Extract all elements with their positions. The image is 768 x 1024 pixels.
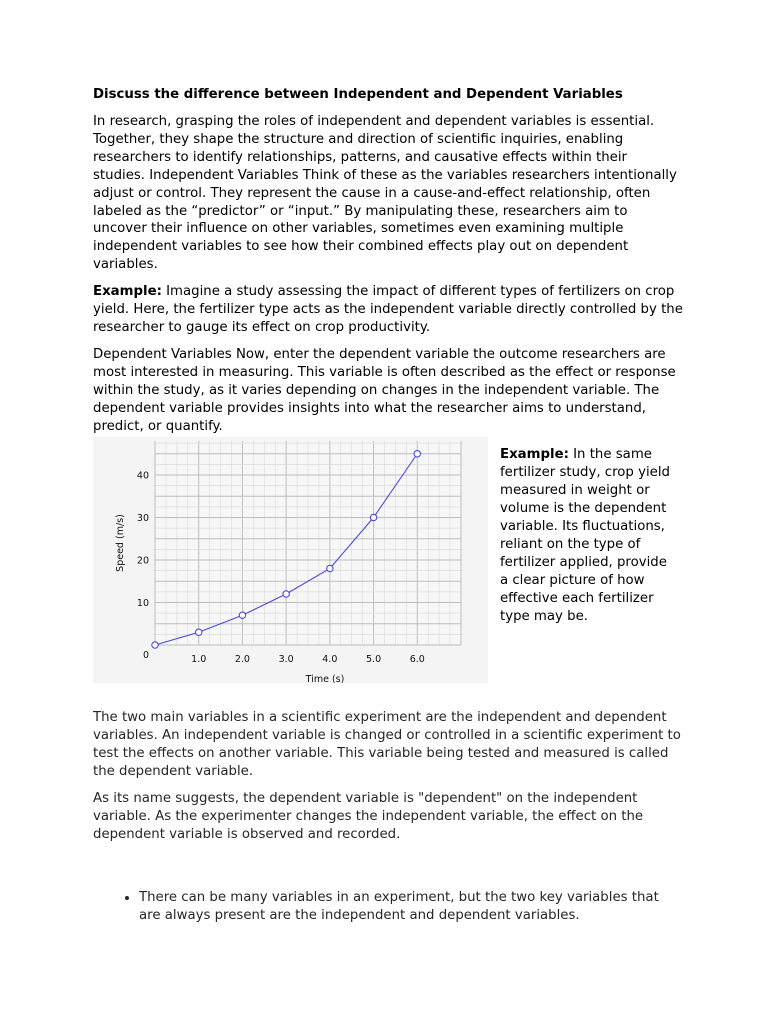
y-tick-label: 10 <box>136 598 149 610</box>
data-point <box>414 451 420 457</box>
page-title: Discuss the difference between Independent and Dependent Variables <box>93 87 623 102</box>
bullet-list <box>93 889 683 925</box>
example-paragraph-2 <box>500 446 678 625</box>
bullet-item: • There can be many variables in an experiment, but the two key variables that are always present are the independent and dependent variables. <box>139 889 683 925</box>
example-label: Example: <box>93 284 162 300</box>
x-tick-label: 5.0 <box>366 654 382 666</box>
example-paragraph-1 <box>93 283 683 337</box>
example-text: In the same fertilizer study, crop yield measured in weight or volume is the dependent variable. Its fluctuations, reliant on the type of fertilizer applied, provide a clear picture of how effective each fertilizer type may be. <box>500 447 670 624</box>
x-tick-label: 3.0 <box>278 654 294 666</box>
x-tick-label: 1.0 <box>191 654 207 666</box>
document-page <box>93 86 683 925</box>
origin-label: 0 <box>142 650 149 662</box>
y-tick-label: 40 <box>136 470 149 482</box>
y-tick-label: 20 <box>136 555 149 567</box>
example-label: Example: <box>500 447 569 463</box>
data-point <box>239 612 245 618</box>
example-text: Imagine a study assessing the impact of different types of fertilizers on crop yield. Here, the fertilizer type acts as the independent variable directly controlled by the researcher to gauge its effect on crop productivity. <box>93 284 683 335</box>
x-axis-label: Time (s) <box>305 674 345 684</box>
speed-time-chart <box>93 437 488 683</box>
main-variables-paragraph: The two main variables in a scientific experiment are the independent and dependent variables. An independent variable is changed or controlled in a scientific experiment to test the effects on another variable. This variable being tested and measured is called the dependent variable. <box>93 710 681 780</box>
x-tick-label: 6.0 <box>409 654 425 666</box>
x-tick-label: 2.0 <box>234 654 250 666</box>
y-axis-label: Speed (m/s) <box>115 514 126 573</box>
y-tick-label: 30 <box>136 513 149 525</box>
data-point <box>196 629 202 635</box>
dependent-paragraph: Dependent Variables Now, enter the dependent variable the outcome researchers are most interested in measuring. This variable is often described as the effect or response within the study, as it varies depending on changes in the independent variable. The dependent variable provides insights into what the researcher aims to understand, predict, or quantify. <box>93 346 676 434</box>
dependent-name-paragraph: As its name suggests, the dependent variable is "dependent" on the independent variable. As the experimenter changes the independent variable, the effect on the dependent variable is observed and recorded. <box>93 791 644 842</box>
x-tick-label: 4.0 <box>322 654 338 666</box>
data-point <box>370 515 376 521</box>
chart-figure <box>93 437 488 683</box>
data-point <box>152 642 158 648</box>
data-point <box>283 591 289 597</box>
intro-paragraph: In research, grasping the roles of independent and dependent variables is essential. Together, they shape the structure and direction of scientific inquiries, enabling researchers to identify relationships, patterns, and causative effects within their studies. Independent Variables Think of these as the variables researchers intentionally adjust or control. They represent the cause in a cause-and-effect relationship, often labeled as the “predictor” or “input.” By manipulating these, researchers aim to uncover their influence on other variables, sometimes even examining multiple independent variables to see how their combined effects play out on dependent variables. <box>93 114 677 273</box>
data-point <box>327 566 333 572</box>
chart-row <box>93 437 683 683</box>
